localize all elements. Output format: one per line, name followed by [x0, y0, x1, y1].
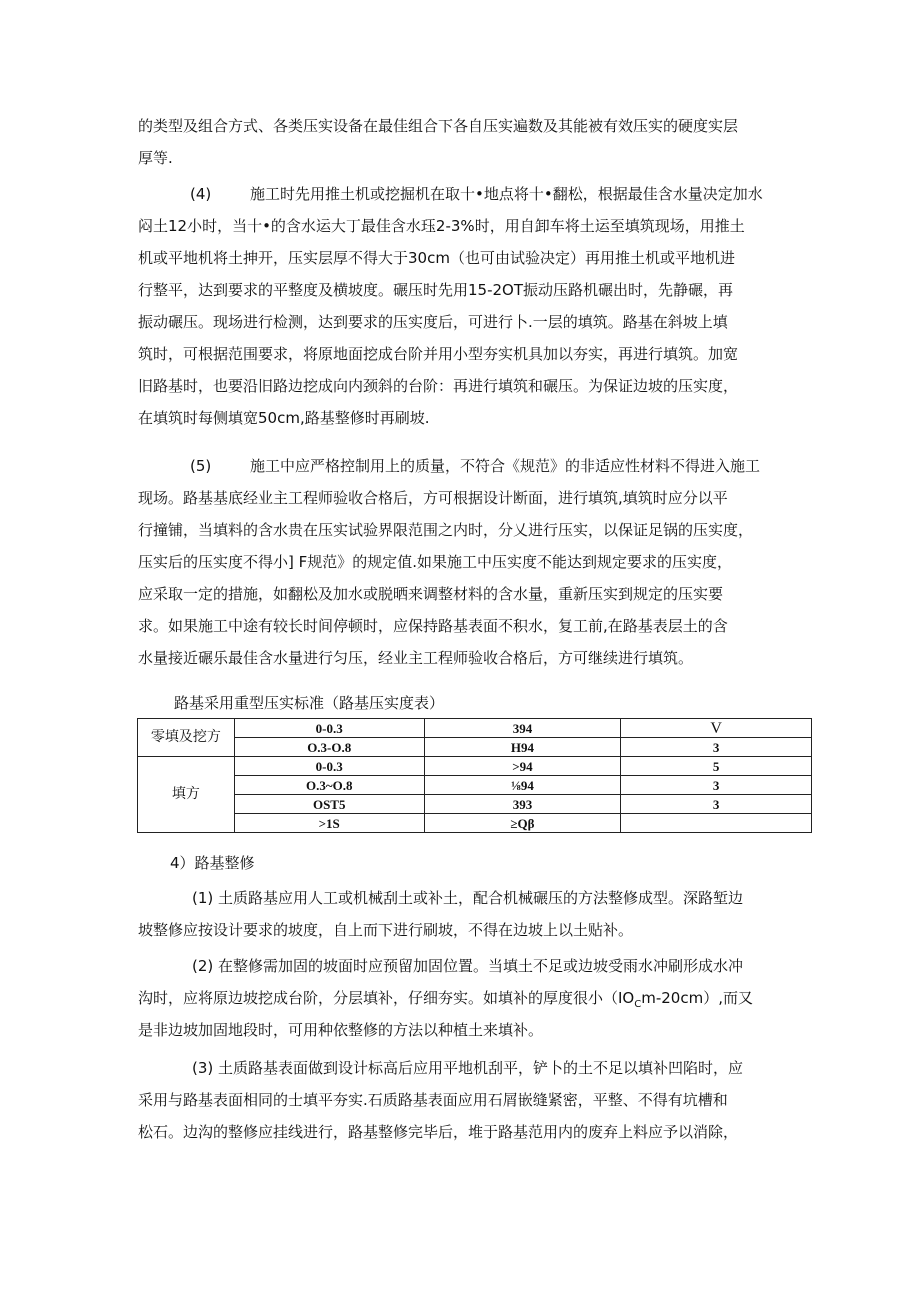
table-cell: 5 [621, 757, 812, 776]
text-line: 压实后的压实度不得小] F规范》的规定值.如果施工中压实度不能达到规定要求的压实度， [138, 553, 733, 571]
text-line: 是非边坡加固地段时，可用种依整修的方法以种植土来填补。 [138, 1021, 544, 1039]
table-cell: 0-0.3 [234, 757, 424, 776]
paragraph-4 [138, 178, 810, 434]
text-line: 松石。边沟的整修应挂线进行，路基整修完毕后，堆于路基范用内的废弃上料应予以消除， [138, 1123, 739, 1141]
text-line: 行撞铺，当填料的含水贵在压实试验界限范围之内时，分乂进行压实，以保证足锅的压实度， [138, 521, 754, 539]
subsection-1 [138, 882, 810, 946]
text-line: (1) 土质路基应用人工或机械刮土或补土，配合机械碾压的方法整修成型。深路堑边 [192, 889, 744, 907]
table-cell: O.3~O.8 [234, 776, 424, 795]
table-category-cell: 零填及挖方 [138, 719, 235, 757]
text-fragment: m-20cm）,而又 [641, 989, 753, 1007]
table-cell: 393 [424, 795, 621, 814]
table-cell: V [621, 719, 812, 738]
table-cell: H94 [424, 738, 621, 757]
text-line: 坡整修应按设计要求的坡度，自上而下进行刷坡，不得在边坡上以土贴补。 [138, 921, 634, 939]
table-row [138, 719, 812, 738]
table-cell: OST5 [234, 795, 424, 814]
text-line: 应采取一定的措施，如翻松及加水或脱晒来调整材料的含水量，重新压实到规定的压实要 [138, 585, 724, 603]
table-cell [621, 814, 812, 833]
table-cell: >94 [424, 757, 621, 776]
table-row [138, 738, 812, 757]
text-line-mixed [138, 982, 810, 1014]
text-line: (2) 在整修需加固的坡面时应预留加固位置。当填土不足或边坡受雨水冲刷形成水冲 [192, 957, 744, 975]
table-row [138, 814, 812, 833]
table-cell: >1S [234, 814, 424, 833]
table-cell: 3 [621, 738, 812, 757]
subsection-3 [138, 1052, 810, 1148]
text-line-first [138, 178, 810, 210]
table-row [138, 757, 812, 776]
text-line: 施工时先用推土机或挖掘机在取十•地点将十•翻松，根据最佳含水量决定加水 [250, 185, 763, 203]
paragraph-intro [138, 110, 810, 174]
subscript: C [634, 999, 642, 1010]
text-line: 振动碾压。现场进行检测，达到要求的压实度后，可进行卜.一层的填筑。路基在斜坡上填 [138, 313, 728, 331]
text-line: 机或平地机将土抻开，压实层厚不得大于30cm（也可由试验决定）再用推土机或平地机进 [138, 249, 735, 267]
item-number: (5) [190, 457, 212, 475]
paragraph-5 [138, 450, 810, 674]
table-cell: 3 [621, 776, 812, 795]
table-cell: O.3-O.8 [234, 738, 424, 757]
table-category-cell: 填方 [138, 757, 235, 833]
table-caption: 路基采用重型压实标准（路基压实度表） [174, 694, 445, 712]
text-line: 筑时，可根据范围要求，将原地面挖成台阶并用小型夯实机具加以夯实，再进行填筑。加宽 [138, 345, 739, 363]
text-line: 在填筑时每侧填宽50cm,路基整修时再刷坡. [138, 409, 430, 427]
section-heading: 4）路基整修 [170, 854, 255, 872]
table-row [138, 776, 812, 795]
table-cell: 0-0.3 [234, 719, 424, 738]
text-line: 水量接近碾乐最佳含水量进行匀压，经业主工程师验收合格后，方可继续进行填筑。 [138, 649, 694, 667]
text-line: 闷土12小时，当十•的含水运大丁最佳含水珏2-3%时，用自卸车将土运至填筑现场，用推土 [138, 217, 745, 235]
text-fragment: 沟时，应将原边坡挖成台阶，分层填补，仔细夯实。如填补的厚度很小（IO [138, 989, 635, 1007]
table-row [138, 795, 812, 814]
table-cell: ⅛94 [424, 776, 621, 795]
table-cell: 3 [621, 795, 812, 814]
text-line-first [138, 450, 810, 482]
table-cell: ≥Qβ [424, 814, 621, 833]
item-number: (4) [190, 185, 212, 203]
text-line: 的类型及组合方式、各类压实设备在最佳组合下各自压实遍数及其能被有效压实的硬度实层 [138, 117, 739, 135]
text-line: 施工中应严格控制用上的质量，不符合《规范》的非适应性材料不得进入施工 [250, 457, 761, 475]
subsection-2 [138, 950, 810, 1046]
text-line: 厚等. [138, 149, 173, 167]
text-line: 行整平，达到要求的平整度及横坡度。碾压时先用15-2OT振动压路机碾出时，先静碾，再 [138, 281, 734, 299]
compaction-table [137, 718, 812, 833]
text-line: (3) 土质路基表面做到设计标高后应用平地机刮平，铲卜的土不足以填补凹陷时，应 [192, 1059, 744, 1077]
table-cell: 394 [424, 719, 621, 738]
text-line: 求。如果施工中途有较长时间停顿时，应保持路基表面不积水，复工前,在路基表层土的含 [138, 617, 728, 635]
text-line: 旧路基时，也要沿旧路边挖成向内颈斜的台阶：再进行填筑和碾压。为保证边坡的压实度， [138, 377, 739, 395]
text-line: 采用与路基表面相同的士填平夯实.石质路基表面应用石屑嵌缝紧密，平整、不得有坑槽和 [138, 1091, 728, 1109]
text-line: 现场。路基基底经业主工程师验收合格后，方可根据设计断面，进行填筑,填筑时应分以平 [138, 489, 728, 507]
